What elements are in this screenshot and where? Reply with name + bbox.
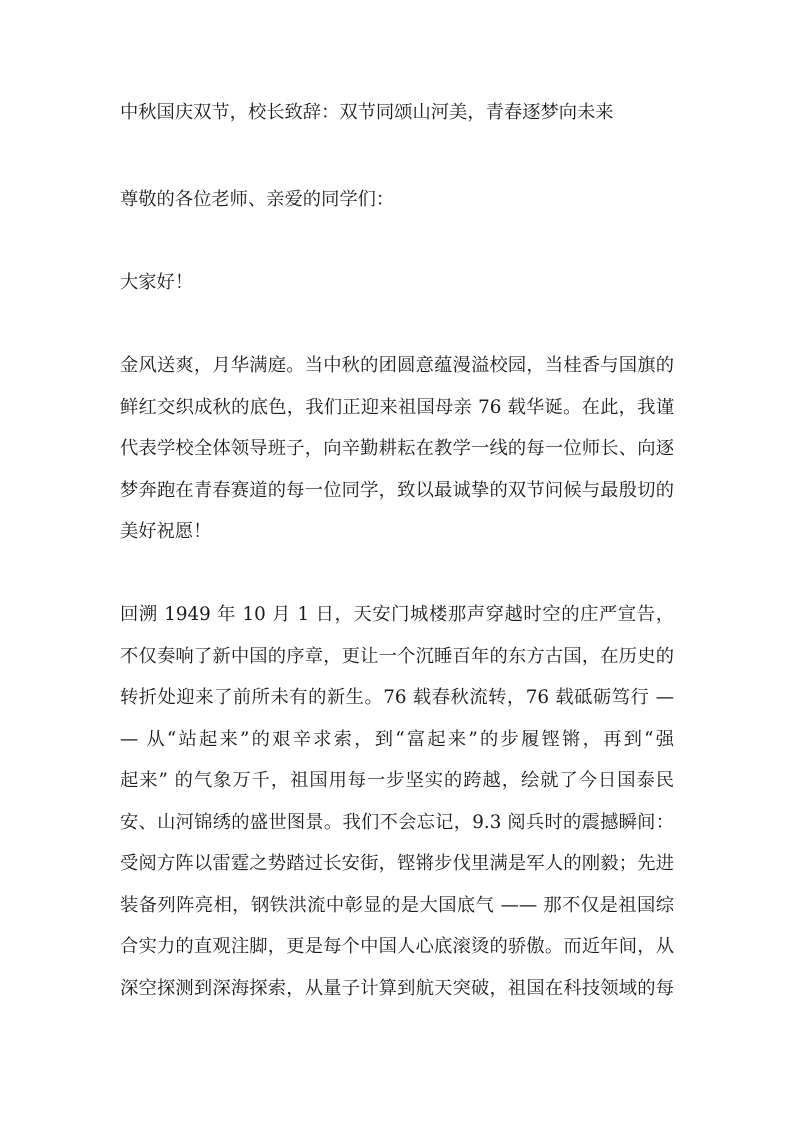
paragraph-line: 合实力的直观注脚，更是每个中国人心底滚烫的骄傲。而近年间，从 (120, 936, 674, 957)
document-title: 中秋国庆双节，校长致辞：双节同颂山河美，青春逐梦向未来 (120, 102, 614, 123)
paragraph-line: — 从“站起来”的艰辛求索，到“富起来”的步履铿锵，再到“强 (120, 729, 674, 750)
salutation: 尊敬的各位老师、亲爱的同学们： (120, 189, 395, 210)
paragraph-line: 深空探测到深海探索，从量子计算到航天突破，祖国在科技领域的每 (120, 978, 674, 999)
paragraph-line: 安、山河锦绣的盛世图景。我们不会忘记，9.3 阅兵时的震撼瞬间： (120, 812, 674, 833)
paragraph-line: 美好祝愿！ (120, 521, 212, 542)
paragraph-line: 装备列阵亮相，钢铁洪流中彰显的是大国底气 —— 那不仅是祖国综 (120, 895, 674, 916)
paragraph-line: 梦奔跑在青春赛道的每一位同学，致以最诚挚的双节问候与最殷切的 (120, 480, 674, 501)
paragraph-line: 代表学校全体领导班子，向辛勤耕耘在教学一线的每一位师长、向逐 (120, 438, 674, 459)
paragraph-line: 金风送爽，月华满庭。当中秋的团圆意蕴漫溢校园，当桂香与国旗的 (120, 355, 674, 376)
paragraph-line: 不仅奏响了新中国的序章，更让一个沉睡百年的东方古国，在历史的 (120, 646, 674, 667)
greeting: 大家好！ (120, 272, 194, 293)
paragraph-line: 转折处迎来了前所未有的新生。76 载春秋流转，76 载砥砺笃行 — (120, 687, 674, 708)
paragraph-line: 受阅方阵以雷霆之势踏过长安街，铿锵步伐里满是军人的刚毅；先进 (120, 853, 674, 874)
paragraph-line: 起来” 的气象万千，祖国用每一步坚实的跨越，绘就了今日国泰民 (120, 770, 674, 791)
paragraph-line: 鲜红交织成秋的底色，我们正迎来祖国母亲 76 载华诞。在此，我谨 (120, 397, 674, 418)
paragraph-line: 回溯 1949 年 10 月 1 日，天安门城楼那声穿越时空的庄严宣告， (120, 604, 674, 625)
